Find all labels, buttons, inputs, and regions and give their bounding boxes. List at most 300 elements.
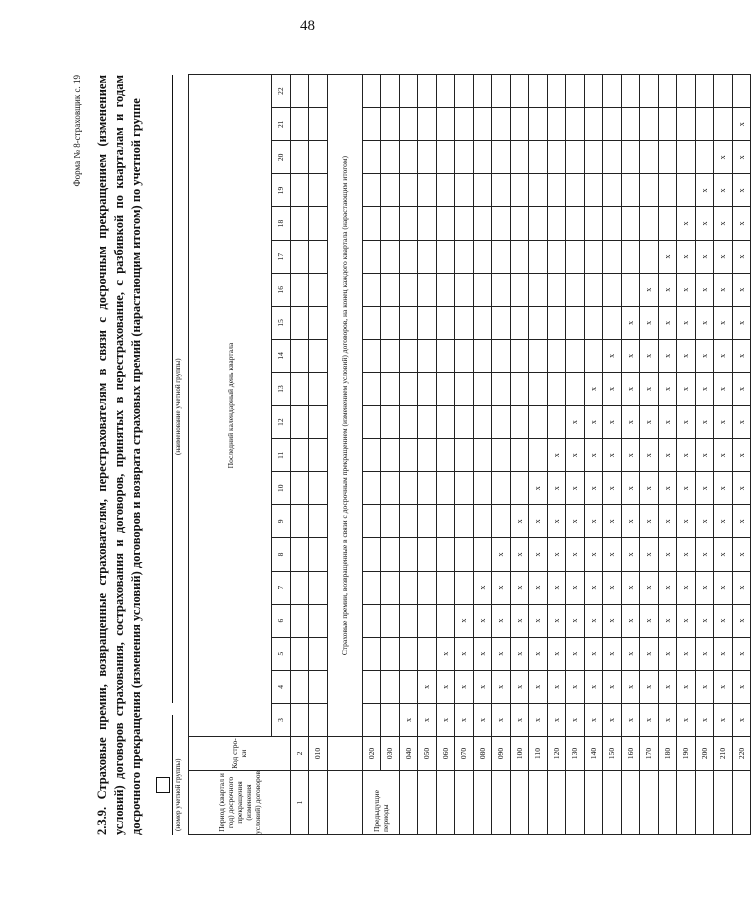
x-mark: x xyxy=(529,472,548,505)
value-cell[interactable] xyxy=(603,108,622,141)
date-cell[interactable] xyxy=(290,703,309,736)
value-cell[interactable] xyxy=(621,273,640,306)
period-cell[interactable] xyxy=(547,771,566,835)
date-cell[interactable] xyxy=(290,75,309,108)
value-cell[interactable] xyxy=(714,108,733,141)
x-mark: x xyxy=(584,472,603,505)
value-cell[interactable] xyxy=(658,108,677,141)
value-cell[interactable] xyxy=(399,75,418,108)
value-cell[interactable] xyxy=(418,604,437,637)
value-cell[interactable] xyxy=(529,306,548,339)
value-cell[interactable] xyxy=(658,141,677,174)
value-cell[interactable] xyxy=(362,637,381,670)
value-cell[interactable] xyxy=(362,670,381,703)
value-cell[interactable] xyxy=(381,174,400,207)
value-cell[interactable] xyxy=(621,75,640,108)
date-cell[interactable] xyxy=(290,273,309,306)
date-cell[interactable] xyxy=(290,538,309,571)
value-cell[interactable] xyxy=(584,207,603,240)
value-cell[interactable] xyxy=(436,75,455,108)
date-cell[interactable] xyxy=(290,339,309,372)
period-cell[interactable] xyxy=(603,771,622,835)
value-cell[interactable] xyxy=(529,273,548,306)
value-cell[interactable] xyxy=(455,571,474,604)
value-cell[interactable] xyxy=(418,141,437,174)
date-cell[interactable] xyxy=(290,141,309,174)
value-cell[interactable] xyxy=(381,306,400,339)
value-cell[interactable] xyxy=(677,174,696,207)
value-cell[interactable] xyxy=(473,472,492,505)
value-cell[interactable] xyxy=(566,75,585,108)
value-cell[interactable] xyxy=(436,207,455,240)
value-cell[interactable] xyxy=(418,571,437,604)
value-cell[interactable] xyxy=(381,207,400,240)
value-cell[interactable] xyxy=(584,273,603,306)
period-label: Предыдущие периоды xyxy=(362,771,399,835)
value-cell[interactable] xyxy=(473,273,492,306)
value-cell[interactable] xyxy=(473,141,492,174)
value-cell[interactable] xyxy=(381,141,400,174)
value-cell[interactable] xyxy=(621,108,640,141)
date-cell[interactable] xyxy=(290,571,309,604)
value-cell[interactable] xyxy=(566,273,585,306)
period-cell[interactable] xyxy=(455,771,474,835)
date-cell[interactable] xyxy=(290,207,309,240)
value-cell[interactable] xyxy=(473,339,492,372)
date-cell[interactable] xyxy=(309,571,328,604)
value-cell[interactable] xyxy=(695,141,714,174)
value-cell[interactable] xyxy=(510,372,529,405)
date-cell[interactable] xyxy=(309,240,328,273)
period-cell[interactable] xyxy=(436,771,455,835)
value-cell[interactable] xyxy=(658,207,677,240)
value-cell[interactable] xyxy=(492,273,511,306)
value-cell[interactable] xyxy=(621,240,640,273)
date-cell[interactable] xyxy=(290,372,309,405)
value-cell[interactable] xyxy=(399,472,418,505)
value-cell[interactable] xyxy=(566,240,585,273)
value-cell[interactable] xyxy=(381,108,400,141)
value-cell[interactable] xyxy=(436,339,455,372)
period-cell[interactable] xyxy=(584,771,603,835)
value-cell[interactable] xyxy=(399,207,418,240)
period-cell[interactable] xyxy=(658,771,677,835)
value-cell[interactable] xyxy=(529,372,548,405)
value-cell[interactable] xyxy=(584,339,603,372)
value-cell[interactable] xyxy=(492,372,511,405)
value-cell[interactable] xyxy=(418,240,437,273)
value-cell[interactable] xyxy=(381,571,400,604)
value-cell[interactable] xyxy=(418,306,437,339)
value-cell[interactable] xyxy=(381,670,400,703)
date-cell[interactable] xyxy=(309,108,328,141)
value-cell[interactable] xyxy=(473,108,492,141)
period-cell[interactable] xyxy=(473,771,492,835)
value-cell[interactable] xyxy=(418,273,437,306)
value-cell[interactable] xyxy=(399,174,418,207)
value-cell[interactable] xyxy=(492,108,511,141)
date-cell[interactable] xyxy=(290,439,309,472)
value-cell[interactable] xyxy=(473,538,492,571)
value-cell[interactable] xyxy=(381,372,400,405)
value-cell[interactable] xyxy=(455,108,474,141)
value-cell[interactable] xyxy=(584,174,603,207)
value-cell[interactable] xyxy=(418,406,437,439)
value-cell[interactable] xyxy=(529,108,548,141)
date-cell[interactable] xyxy=(290,505,309,538)
value-cell[interactable] xyxy=(529,141,548,174)
value-cell[interactable] xyxy=(510,472,529,505)
value-cell[interactable] xyxy=(362,439,381,472)
value-cell[interactable] xyxy=(492,472,511,505)
value-cell[interactable] xyxy=(473,207,492,240)
value-cell[interactable] xyxy=(455,174,474,207)
value-cell[interactable] xyxy=(436,306,455,339)
value-cell[interactable] xyxy=(529,207,548,240)
value-cell[interactable] xyxy=(436,472,455,505)
value-cell[interactable] xyxy=(418,505,437,538)
value-cell[interactable] xyxy=(473,240,492,273)
value-cell[interactable] xyxy=(362,174,381,207)
value-cell[interactable] xyxy=(362,306,381,339)
value-cell[interactable] xyxy=(640,141,659,174)
value-cell[interactable] xyxy=(399,372,418,405)
date-cell[interactable] xyxy=(309,703,328,736)
value-cell[interactable] xyxy=(547,339,566,372)
value-cell[interactable] xyxy=(640,174,659,207)
value-cell[interactable] xyxy=(455,472,474,505)
value-cell[interactable] xyxy=(658,75,677,108)
value-cell[interactable] xyxy=(399,538,418,571)
value-cell[interactable] xyxy=(362,538,381,571)
value-cell[interactable] xyxy=(381,472,400,505)
value-cell[interactable] xyxy=(492,75,511,108)
value-cell[interactable] xyxy=(492,306,511,339)
group-number-box[interactable] xyxy=(156,777,170,793)
value-cell[interactable] xyxy=(492,174,511,207)
value-cell[interactable] xyxy=(455,141,474,174)
value-cell[interactable] xyxy=(566,306,585,339)
value-cell[interactable] xyxy=(473,306,492,339)
value-cell[interactable] xyxy=(492,207,511,240)
value-cell[interactable] xyxy=(547,240,566,273)
value-cell[interactable] xyxy=(529,174,548,207)
value-cell[interactable] xyxy=(399,637,418,670)
value-cell[interactable] xyxy=(473,406,492,439)
value-cell[interactable] xyxy=(455,406,474,439)
value-cell[interactable] xyxy=(399,141,418,174)
value-cell[interactable] xyxy=(732,75,751,108)
value-cell[interactable] xyxy=(399,273,418,306)
value-cell[interactable] xyxy=(362,141,381,174)
value-cell[interactable] xyxy=(381,703,400,736)
value-cell[interactable] xyxy=(529,439,548,472)
value-cell[interactable] xyxy=(603,273,622,306)
value-cell[interactable] xyxy=(658,174,677,207)
value-cell[interactable] xyxy=(510,75,529,108)
value-cell[interactable] xyxy=(381,273,400,306)
value-cell[interactable] xyxy=(529,406,548,439)
date-cell[interactable] xyxy=(309,273,328,306)
value-cell[interactable] xyxy=(362,75,381,108)
value-cell[interactable] xyxy=(492,406,511,439)
value-cell[interactable] xyxy=(714,75,733,108)
value-cell[interactable] xyxy=(455,207,474,240)
value-cell[interactable] xyxy=(399,306,418,339)
value-cell[interactable] xyxy=(381,339,400,372)
value-cell[interactable] xyxy=(362,273,381,306)
value-cell[interactable] xyxy=(436,406,455,439)
value-cell[interactable] xyxy=(473,372,492,405)
value-cell[interactable] xyxy=(473,174,492,207)
value-cell[interactable] xyxy=(381,406,400,439)
value-cell[interactable] xyxy=(455,240,474,273)
value-cell[interactable] xyxy=(510,141,529,174)
date-cell[interactable] xyxy=(309,372,328,405)
value-cell[interactable] xyxy=(584,75,603,108)
date-cell[interactable] xyxy=(309,439,328,472)
value-cell[interactable] xyxy=(584,108,603,141)
value-cell[interactable] xyxy=(362,240,381,273)
date-cell[interactable] xyxy=(309,141,328,174)
value-cell[interactable] xyxy=(418,472,437,505)
date-cell[interactable] xyxy=(309,604,328,637)
period-cell[interactable] xyxy=(677,771,696,835)
date-cell[interactable] xyxy=(309,637,328,670)
value-cell[interactable] xyxy=(677,75,696,108)
x-mark: x xyxy=(714,538,733,571)
period-cell[interactable] xyxy=(566,771,585,835)
value-cell[interactable] xyxy=(529,240,548,273)
value-cell[interactable] xyxy=(381,538,400,571)
date-cell[interactable] xyxy=(309,75,328,108)
value-cell[interactable] xyxy=(640,240,659,273)
value-cell[interactable] xyxy=(677,108,696,141)
value-cell[interactable] xyxy=(547,75,566,108)
value-cell[interactable] xyxy=(436,505,455,538)
value-cell[interactable] xyxy=(436,240,455,273)
value-cell[interactable] xyxy=(640,108,659,141)
value-cell[interactable] xyxy=(547,108,566,141)
value-cell[interactable] xyxy=(381,604,400,637)
period-cell[interactable] xyxy=(714,771,733,835)
x-mark: x xyxy=(510,571,529,604)
value-cell[interactable] xyxy=(492,505,511,538)
value-cell[interactable] xyxy=(418,108,437,141)
period-cell[interactable] xyxy=(399,771,418,835)
value-cell[interactable] xyxy=(677,141,696,174)
value-cell[interactable] xyxy=(399,571,418,604)
value-cell[interactable] xyxy=(436,174,455,207)
value-cell[interactable] xyxy=(473,505,492,538)
value-cell[interactable] xyxy=(510,406,529,439)
value-cell[interactable] xyxy=(547,174,566,207)
value-cell[interactable] xyxy=(399,406,418,439)
value-cell[interactable] xyxy=(510,207,529,240)
value-cell[interactable] xyxy=(547,372,566,405)
period-cell[interactable] xyxy=(418,771,437,835)
date-cell[interactable] xyxy=(309,670,328,703)
value-cell[interactable] xyxy=(418,637,437,670)
date-cell[interactable] xyxy=(309,472,328,505)
value-cell[interactable] xyxy=(695,75,714,108)
date-cell[interactable] xyxy=(290,306,309,339)
value-cell[interactable] xyxy=(418,439,437,472)
date-cell[interactable] xyxy=(290,240,309,273)
period-cell[interactable] xyxy=(529,771,548,835)
period-cell[interactable] xyxy=(640,771,659,835)
value-cell[interactable] xyxy=(362,571,381,604)
value-cell[interactable] xyxy=(381,505,400,538)
value-cell[interactable] xyxy=(436,108,455,141)
value-cell[interactable] xyxy=(566,207,585,240)
value-cell[interactable] xyxy=(473,439,492,472)
value-cell[interactable] xyxy=(436,439,455,472)
value-cell[interactable] xyxy=(640,207,659,240)
value-cell[interactable] xyxy=(455,339,474,372)
value-cell[interactable] xyxy=(584,240,603,273)
x-mark: x xyxy=(677,240,696,273)
value-cell[interactable] xyxy=(436,141,455,174)
value-cell[interactable] xyxy=(510,240,529,273)
x-mark: x xyxy=(566,637,585,670)
period-cell[interactable] xyxy=(695,771,714,835)
value-cell[interactable] xyxy=(492,141,511,174)
value-cell[interactable] xyxy=(399,670,418,703)
value-cell[interactable] xyxy=(603,141,622,174)
value-cell[interactable] xyxy=(566,141,585,174)
value-cell[interactable] xyxy=(381,637,400,670)
value-cell[interactable] xyxy=(399,604,418,637)
period-cell[interactable] xyxy=(621,771,640,835)
value-cell[interactable] xyxy=(603,306,622,339)
value-cell[interactable] xyxy=(492,339,511,372)
date-cell[interactable] xyxy=(290,406,309,439)
period-cell[interactable] xyxy=(510,771,529,835)
date-cell[interactable] xyxy=(290,174,309,207)
date-cell[interactable] xyxy=(309,406,328,439)
value-cell[interactable] xyxy=(510,273,529,306)
x-mark: x xyxy=(640,538,659,571)
value-cell[interactable] xyxy=(566,339,585,372)
value-cell[interactable] xyxy=(418,372,437,405)
value-cell[interactable] xyxy=(640,75,659,108)
value-cell[interactable] xyxy=(418,174,437,207)
date-cell[interactable] xyxy=(309,538,328,571)
value-cell[interactable] xyxy=(436,604,455,637)
value-cell[interactable] xyxy=(566,372,585,405)
value-cell[interactable] xyxy=(510,339,529,372)
value-cell[interactable] xyxy=(381,75,400,108)
period-cell[interactable] xyxy=(732,771,751,835)
value-cell[interactable] xyxy=(362,472,381,505)
value-cell[interactable] xyxy=(566,174,585,207)
value-cell[interactable] xyxy=(455,306,474,339)
value-cell[interactable] xyxy=(547,141,566,174)
value-cell[interactable] xyxy=(510,174,529,207)
x-mark: x xyxy=(603,670,622,703)
value-cell[interactable] xyxy=(418,339,437,372)
value-cell[interactable] xyxy=(362,406,381,439)
value-cell[interactable] xyxy=(455,505,474,538)
date-cell[interactable] xyxy=(290,604,309,637)
value-cell[interactable] xyxy=(510,306,529,339)
row-code: 120 xyxy=(547,737,566,771)
value-cell[interactable] xyxy=(566,108,585,141)
value-cell[interactable] xyxy=(381,240,400,273)
value-cell[interactable] xyxy=(492,439,511,472)
value-cell[interactable] xyxy=(455,538,474,571)
value-cell[interactable] xyxy=(695,108,714,141)
value-cell[interactable] xyxy=(362,207,381,240)
value-cell[interactable] xyxy=(584,306,603,339)
value-cell[interactable] xyxy=(399,439,418,472)
date-cell[interactable] xyxy=(309,207,328,240)
value-cell[interactable] xyxy=(547,406,566,439)
date-cell[interactable] xyxy=(290,108,309,141)
value-cell[interactable] xyxy=(603,75,622,108)
value-cell[interactable] xyxy=(473,75,492,108)
value-cell[interactable] xyxy=(510,108,529,141)
value-cell[interactable] xyxy=(381,439,400,472)
value-cell[interactable] xyxy=(547,273,566,306)
value-cell[interactable] xyxy=(621,141,640,174)
value-cell[interactable] xyxy=(362,372,381,405)
value-cell[interactable] xyxy=(584,141,603,174)
value-cell[interactable] xyxy=(362,505,381,538)
value-cell[interactable] xyxy=(436,571,455,604)
date-cell[interactable] xyxy=(290,670,309,703)
value-cell[interactable] xyxy=(529,75,548,108)
value-cell[interactable] xyxy=(492,240,511,273)
value-cell[interactable] xyxy=(436,273,455,306)
value-cell[interactable] xyxy=(399,108,418,141)
value-cell[interactable] xyxy=(362,703,381,736)
value-cell[interactable] xyxy=(603,240,622,273)
value-cell[interactable] xyxy=(529,339,548,372)
value-cell[interactable] xyxy=(399,505,418,538)
value-cell[interactable] xyxy=(418,75,437,108)
value-cell[interactable] xyxy=(455,372,474,405)
value-cell[interactable] xyxy=(362,604,381,637)
value-cell[interactable] xyxy=(418,207,437,240)
value-cell[interactable] xyxy=(436,538,455,571)
value-cell[interactable] xyxy=(547,207,566,240)
date-cell[interactable] xyxy=(309,306,328,339)
value-cell[interactable] xyxy=(547,306,566,339)
value-cell[interactable] xyxy=(603,207,622,240)
value-cell[interactable] xyxy=(418,538,437,571)
period-cell[interactable] xyxy=(492,771,511,835)
date-cell[interactable] xyxy=(309,174,328,207)
value-cell[interactable] xyxy=(362,339,381,372)
value-cell[interactable] xyxy=(510,439,529,472)
date-cell[interactable] xyxy=(290,637,309,670)
date-cell[interactable] xyxy=(290,472,309,505)
date-cell[interactable] xyxy=(309,505,328,538)
value-cell[interactable] xyxy=(436,372,455,405)
value-cell[interactable] xyxy=(399,339,418,372)
value-cell[interactable] xyxy=(455,273,474,306)
value-cell[interactable] xyxy=(603,174,622,207)
value-cell[interactable] xyxy=(399,240,418,273)
value-cell[interactable] xyxy=(621,207,640,240)
date-cell[interactable] xyxy=(309,339,328,372)
value-cell[interactable] xyxy=(455,439,474,472)
value-cell[interactable] xyxy=(621,174,640,207)
value-cell[interactable] xyxy=(362,108,381,141)
value-cell[interactable] xyxy=(455,75,474,108)
